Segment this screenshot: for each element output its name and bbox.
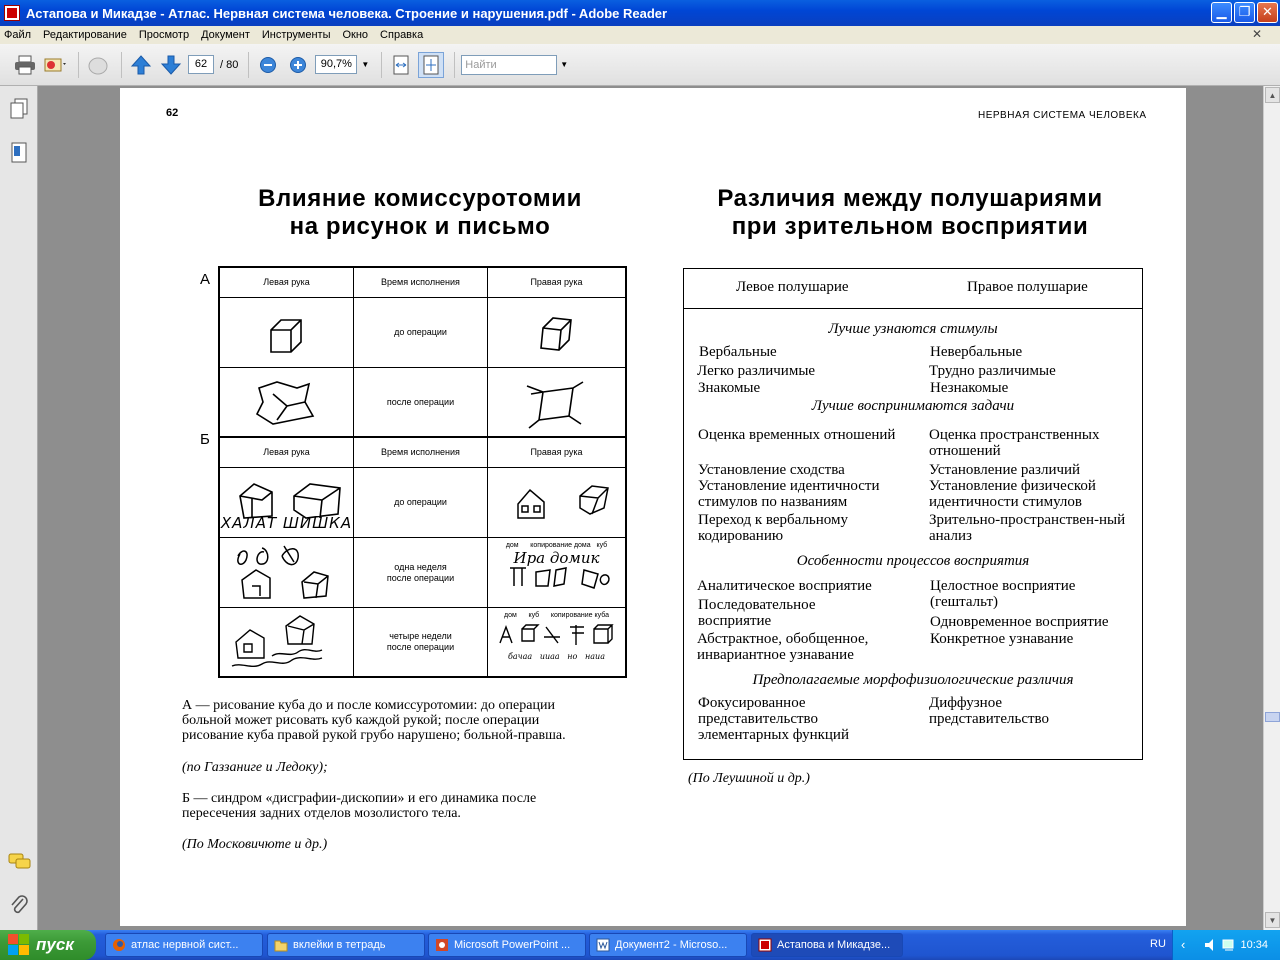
grid-a-row-after: после операции: [354, 368, 488, 436]
comments-icon: [8, 852, 32, 872]
label-b: Б: [200, 431, 210, 448]
grid-b-right-before: [488, 468, 625, 538]
caption-a: А — рисование куба до и после комиссуротомии: до операции больной может рисовать куб каждой рукой; после операции рисование куба правой рукой грубо нарушено; больной-правша.: [182, 698, 566, 743]
folder-icon: [274, 938, 288, 952]
zoom-level-input[interactable]: 90,7%: [315, 55, 357, 74]
speaker-icon[interactable]: [1203, 937, 1219, 953]
section-1-right-item: Невербальные: [930, 344, 1023, 360]
toolbar: [0, 44, 1280, 86]
menu-window[interactable]: Окно: [342, 29, 369, 41]
arrow-down-icon: [160, 54, 182, 76]
copy-drawing: [492, 564, 622, 590]
printer-icon: [14, 55, 36, 75]
task-adobe-reader[interactable]: Астапова и Микадзе...: [751, 933, 903, 957]
pdf-page: [120, 88, 1186, 926]
section-2-left-item: Установление сходства: [698, 462, 845, 478]
grid-b-left-week4: [220, 608, 354, 676]
zoom-in-button[interactable]: [285, 52, 311, 78]
section-3-right-item: Целостное восприятие (гештальт): [930, 578, 1076, 610]
menu-tools[interactable]: Инструменты: [261, 29, 331, 41]
start-button[interactable]: пуск: [0, 930, 96, 960]
section-3-right-item: Одновременное восприятие: [930, 614, 1109, 630]
zoom-dropdown-icon[interactable]: ▼: [361, 60, 370, 69]
find-input[interactable]: Найти: [461, 55, 557, 75]
powerpoint-icon: [435, 938, 449, 952]
house-cube-drawing: [492, 478, 622, 528]
print-button[interactable]: [12, 52, 38, 78]
system-tray: [1172, 930, 1280, 960]
hemisphere-table: [683, 268, 1143, 760]
section-1-right-item: Незнакомые: [930, 380, 1009, 396]
menu-view[interactable]: Просмотр: [138, 29, 190, 41]
section-1-left-item: Легко различимые: [697, 363, 816, 379]
maximize-button[interactable]: ❐: [1234, 2, 1255, 23]
pages-panel-button[interactable]: [9, 98, 29, 125]
section-1-heading: Лучше узнаются стимулы: [828, 321, 998, 337]
previous-page-button[interactable]: [128, 52, 154, 78]
plus-circle-icon: [289, 56, 307, 74]
section-2-left-item: Переход к вербальному кодированию: [698, 512, 848, 544]
page-number: 62: [166, 107, 179, 119]
page-total: / 80: [220, 58, 239, 71]
section-4-heading: Предполагаемые морфофизиологические различия: [752, 672, 1074, 688]
minus-circle-icon: [259, 56, 277, 74]
grid-b-row-week1: одна неделя после операции: [354, 538, 488, 608]
grid-b-row-week4: четыре недели после операции: [354, 608, 488, 676]
handwriting-bottom: бачаа ииаа но наиа: [508, 652, 605, 661]
section-3-left-item: Последовательное восприятие: [698, 597, 816, 629]
section-2-left-item: Оценка временных отношений: [698, 427, 896, 443]
pages-icon: [9, 98, 29, 120]
scroll-up-icon[interactable]: ▲: [1265, 87, 1280, 103]
menu-document[interactable]: Документ: [201, 29, 250, 41]
firefox-icon: [112, 938, 126, 952]
hand-icon: [86, 54, 110, 76]
language-indicator[interactable]: RU: [1150, 938, 1166, 950]
bookmarks-panel-button[interactable]: [9, 142, 29, 169]
section-4-left-item: Фокусированное представительство элементарных функций: [698, 695, 849, 743]
caption-b: Б — синдром «дисграфии-дископии» и его динамика после пересечения задних отделов мозолистого тела.: [182, 791, 537, 821]
task-powerpoint[interactable]: Microsoft PowerPoint ...: [428, 933, 586, 957]
section-3-left-item: Аналитическое восприятие: [697, 578, 872, 594]
window-title: Астапова и Микадзе - Атлас. Нервная система человека. Строение и нарушения.pdf - Adobe Reader: [26, 5, 668, 21]
section-2-right-item: Установление физической идентичности стимулов: [929, 478, 1096, 510]
arrow-up-icon: [130, 54, 152, 76]
source-a: (по Газзаниге и Ледоку);: [182, 760, 328, 775]
cube-drawing: [257, 308, 317, 358]
grid-a-header-left: Левая рука: [220, 268, 354, 298]
windows-flag-icon: [8, 934, 30, 956]
menu-help[interactable]: Справка: [380, 29, 424, 41]
grid-a-header-right: Правая рука: [488, 268, 625, 298]
running-head: НЕРВНАЯ СИСТЕМА ЧЕЛОВЕКА: [978, 110, 1147, 121]
col-left-header: Левое полушарие: [736, 279, 849, 295]
task-firefox[interactable]: атлас нервной сист...: [105, 933, 263, 957]
section-3-heading: Особенности процессов восприятия: [796, 553, 1030, 569]
label-a: А: [200, 271, 211, 288]
section-2-right-item: Оценка пространственных отношений: [929, 427, 1100, 459]
distorted-cube-drawing: [247, 374, 327, 430]
zoom-out-button[interactable]: [255, 52, 281, 78]
menu-file[interactable]: Файл: [4, 29, 32, 41]
handwriting-halat: ХАЛАТ ШИШКА: [220, 514, 353, 532]
grid-b-header-right: Правая рука: [488, 438, 625, 468]
section-1-left-item: Вербальные: [699, 344, 777, 360]
grid-b: [218, 436, 627, 678]
source-right: (По Леушиной и др.): [688, 771, 810, 786]
title-bar: [0, 0, 1280, 26]
fit-page-button[interactable]: [418, 52, 444, 78]
right-title: Различия между полушариями при зрительном восприятии: [717, 185, 1103, 240]
grid-a-cube-left-after: [220, 368, 354, 436]
grid-b-left-before: [220, 468, 354, 538]
col-right-header: Правое полушарие: [967, 279, 1088, 295]
comments-panel-button[interactable]: [8, 852, 32, 877]
scribble-drawing: [222, 540, 352, 606]
fit-width-button[interactable]: [388, 52, 414, 78]
source-b: (По Московичюте и др.): [182, 837, 328, 852]
taskbar: [0, 930, 1280, 960]
task-folder[interactable]: вклейки в тетрадь: [267, 933, 425, 957]
close-button[interactable]: ✕: [1257, 2, 1278, 23]
grid-b-right-week1: [488, 538, 625, 608]
email-button[interactable]: [42, 52, 68, 78]
grid-b-header-time: Время исполнения: [354, 438, 488, 468]
house-writing-drawing: [222, 610, 352, 674]
adobe-reader-icon: [4, 5, 20, 21]
section-3-right-item: Конкретное узнавание: [930, 631, 1074, 647]
grid-b-row-before: до операции: [354, 468, 488, 538]
cube-drawing: [527, 308, 587, 358]
find-dropdown-icon[interactable]: ▼: [560, 60, 569, 69]
grid-a-cube-right-before: [488, 298, 625, 368]
section-2-right-item: Установление различий: [929, 462, 1081, 478]
network-icon[interactable]: [1221, 937, 1237, 953]
grid-a-cube-right-after: [488, 368, 625, 436]
grid-a-header-time: Время исполнения: [354, 268, 488, 298]
grid-b-right-week4: [488, 608, 625, 676]
word-icon: [596, 938, 610, 952]
menu-edit[interactable]: Редактирование: [43, 29, 127, 41]
grid-b-left-week1: [220, 538, 354, 608]
task-word[interactable]: Документ2 - Microso...: [589, 933, 747, 957]
attachments-panel-button[interactable]: [9, 894, 29, 921]
vertical-scrollbar[interactable]: [1263, 86, 1280, 930]
pdf-icon: [758, 938, 772, 952]
page-number-input[interactable]: 62: [188, 55, 214, 74]
section-4-right-item: Диффузное представительство: [929, 695, 1050, 727]
minimize-button[interactable]: ▁: [1211, 2, 1232, 23]
next-page-button[interactable]: [158, 52, 184, 78]
clock: 10:34: [1240, 939, 1268, 951]
grid-a: [218, 266, 627, 438]
left-title: Влияние комиссуротомии на рисунок и письмо: [258, 185, 582, 240]
grid-a-cube-left-before: [220, 298, 354, 368]
paperclip-icon: [9, 894, 29, 916]
tray-expand-icon[interactable]: ‹: [1181, 937, 1186, 952]
navigation-panel: [0, 86, 38, 930]
section-3-left-item: Абстрактное, обобщенное, инвариантное узнавание: [697, 631, 869, 663]
comment-button[interactable]: [85, 52, 111, 78]
fit-page-icon: [421, 54, 441, 76]
section-2-right-item: Зрительно-пространствен-ный анализ: [929, 512, 1126, 544]
scroll-down-icon[interactable]: ▼: [1265, 912, 1280, 928]
scroll-thumb[interactable]: [1265, 712, 1280, 722]
fit-width-icon: [391, 54, 411, 76]
grid-a-row-before: до операции: [354, 298, 488, 368]
table-header: [684, 269, 1142, 309]
sub-header-copy: дом копирование дома куб: [505, 542, 608, 549]
handwriting-ira-domik: Ира домик: [513, 549, 600, 567]
bookmark-icon: [9, 142, 29, 164]
email-icon: [43, 55, 67, 75]
sub-header-copy-cube: дом куб копирование куба: [504, 612, 609, 619]
broken-cube-drawing: [517, 374, 597, 430]
section-2-heading: Лучше воспринимаются задачи: [811, 398, 1015, 414]
cubes-row-drawing: [492, 621, 622, 647]
section-2-left-item: Установление идентичности стимулов по названиям: [698, 478, 880, 510]
section-1-left-item: Знакомые: [698, 380, 761, 396]
grid-b-header-left: Левая рука: [220, 438, 354, 468]
section-1-right-item: Трудно различимые: [929, 363, 1056, 379]
menu-bar: [0, 26, 1280, 44]
close-document-icon[interactable]: ✕: [1251, 27, 1262, 41]
